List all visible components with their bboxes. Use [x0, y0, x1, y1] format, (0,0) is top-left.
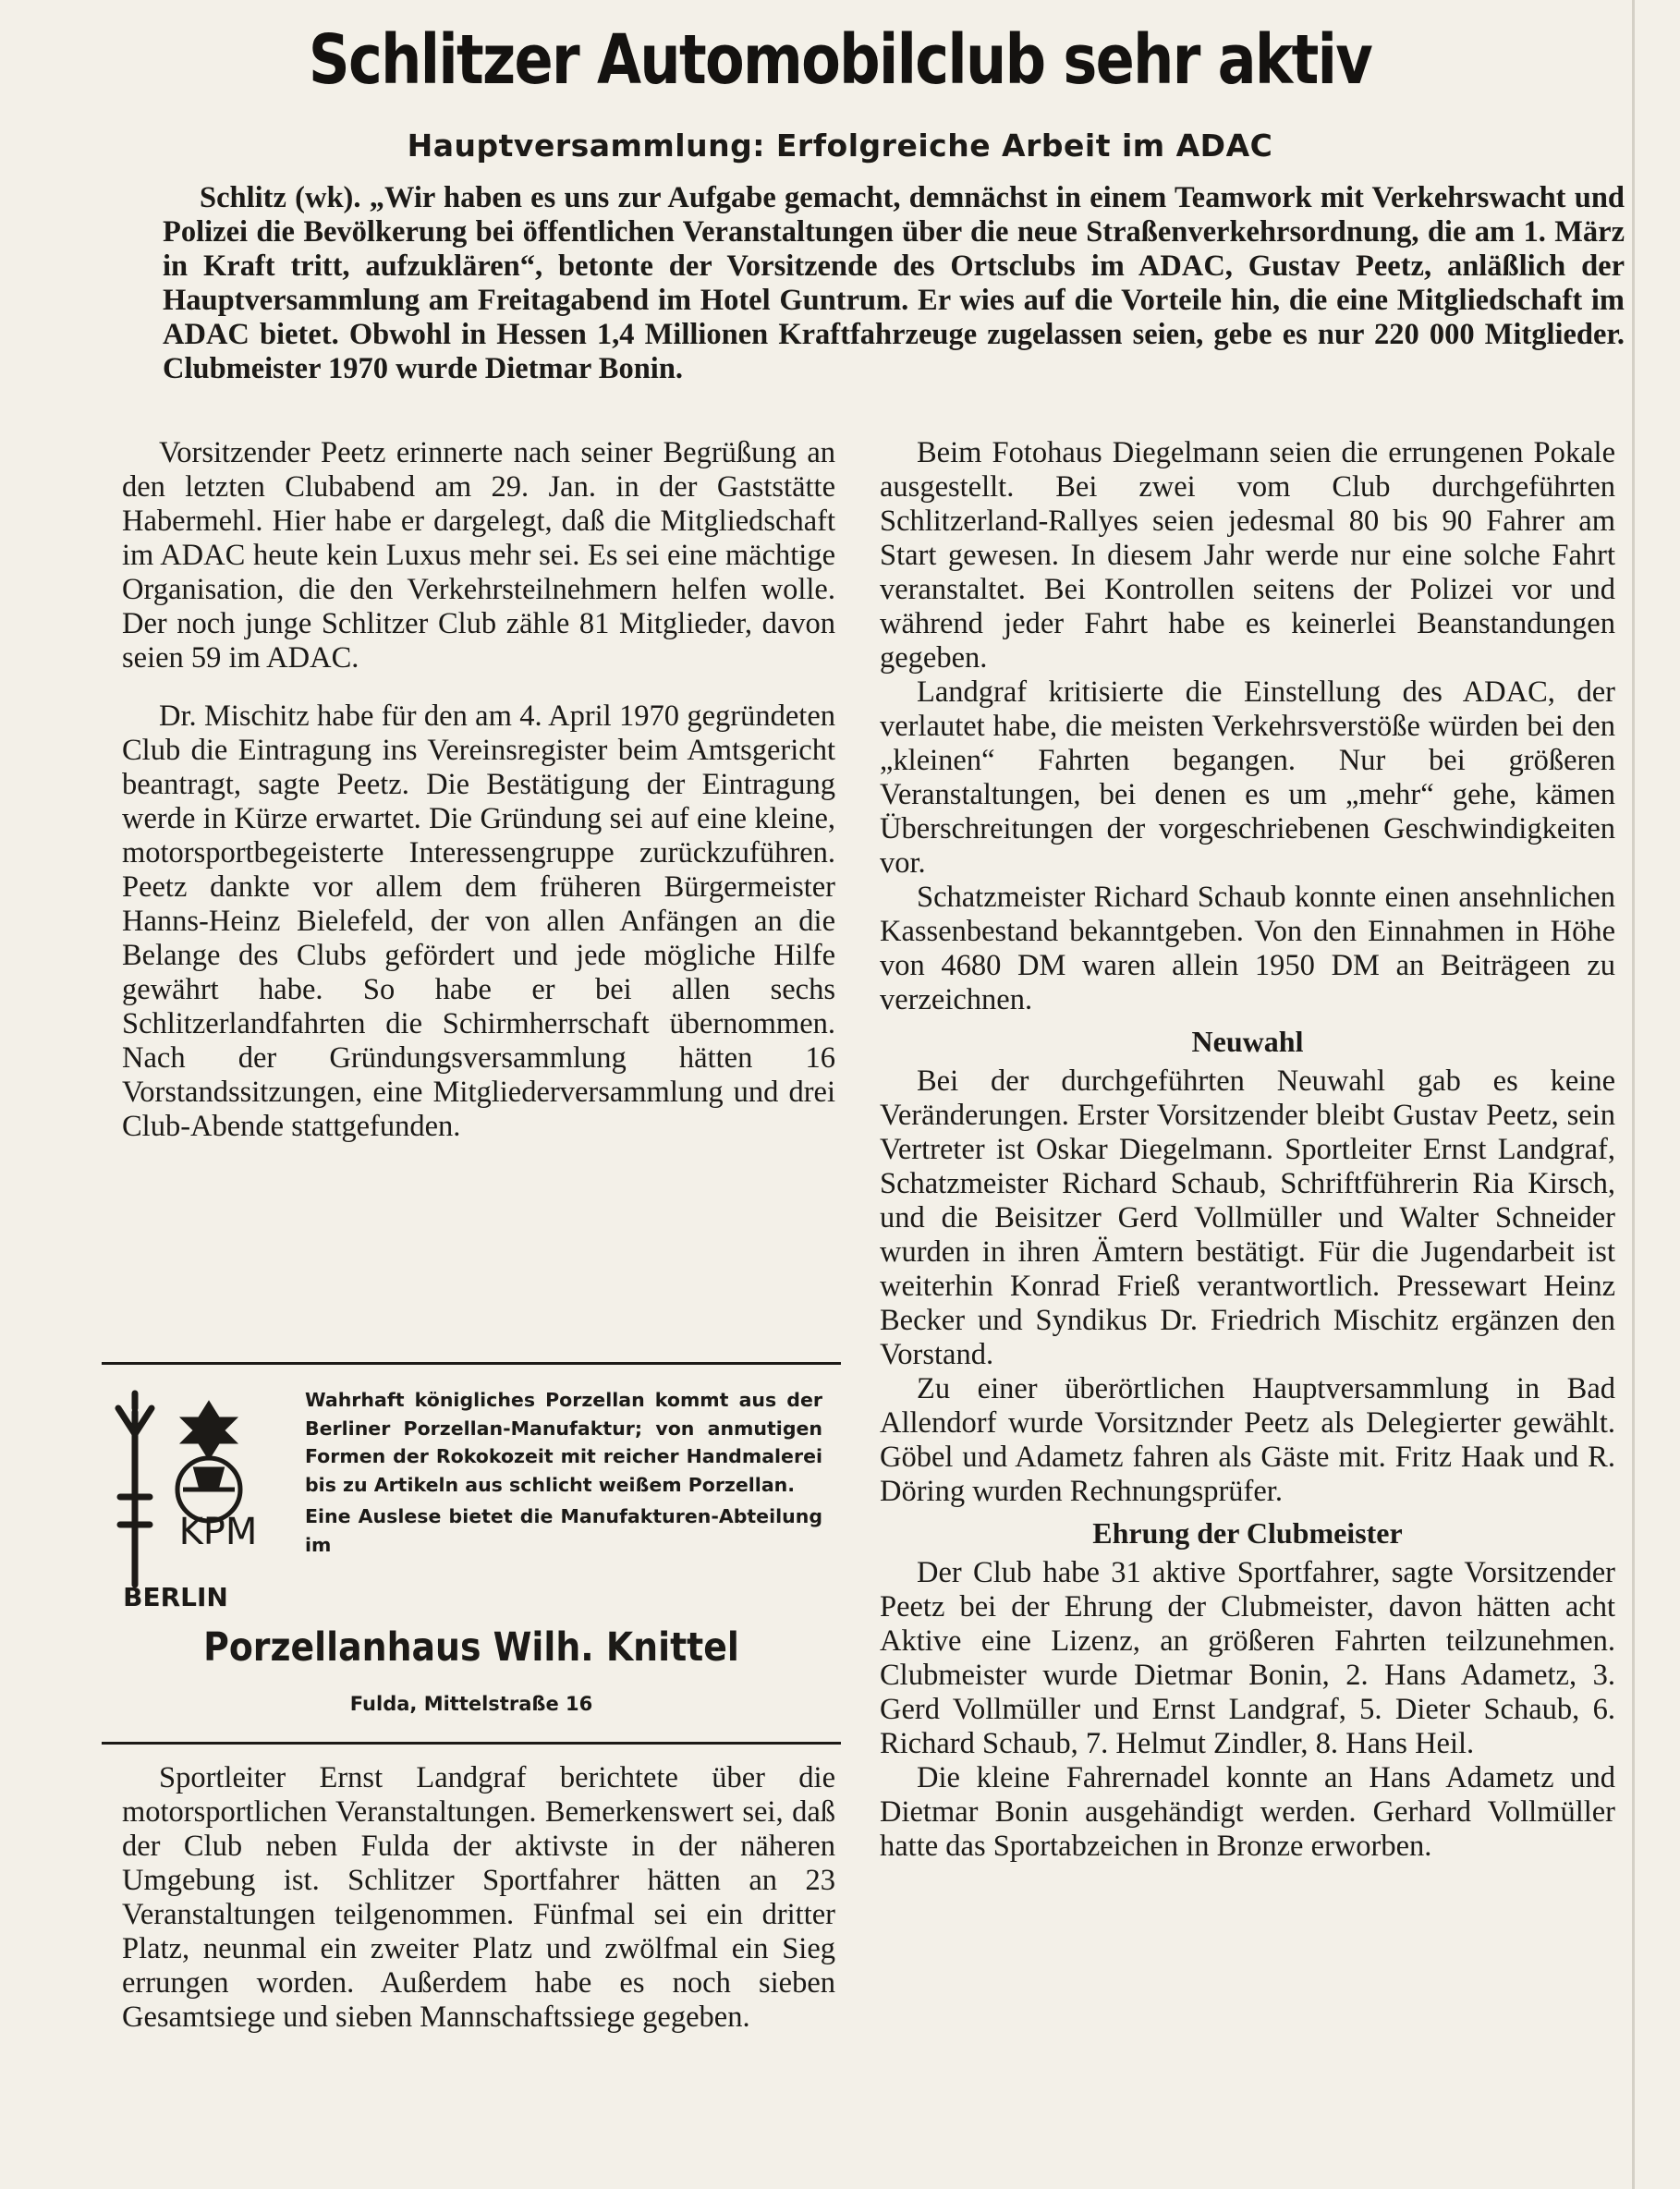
paragraph: Der Club habe 31 aktive Sportfahrer, sagte Vorsitzender Peetz bei der Ehrung der Clubmeister, davon hätten acht Aktive eine Lizenz, an größeren Fahrten teilzunehmen. Clubmeister wurde Dietmar Bonin, 2. Hans Adametz, 3. Gerd Vollmüller und Ernst Landgraf, 5. Dieter Schaub, 6. Richard Schaub, 7. Helmut Zindler, 8. Hans Heil.: [880, 1556, 1615, 1760]
article-lead: Schlitz (wk). „Wir haben es uns zur Aufgabe gemacht, demnächst in einem Teamwork mit Verkehrswacht und Polizei die Bevölkerung bei öffentlichen Veranstaltungen über die neue Straßenverkehrsordnung, die am 1. März in Kraft tritt, aufzuklären“, betonte der Vorsitzende des Ortsclubs im ADAC, Gustav Peetz, anläßlich der Hauptversammlung am Freitagabend im Hotel Guntrum. Er wies auf die Vorteile hin, die eine Mitgliedschaft im ADAC bietet. Obwohl in Hessen 1,4 Millionen Kraftfahrzeuge zugelassen seien, gebe es nur 220 000 Mitglieder. Clubmeister 1970 wurde Dietmar Bonin.: [163, 181, 1625, 385]
paragraph: Zu einer überörtlichen Hauptversammlung in Bad Allendorf wurde Vorsitznder Peetz als Delegierter gewählt. Göbel und Adametz fahren als Gäste mit. Fritz Haak und R. Döring wurden Rechnungsprüfer.: [880, 1372, 1615, 1508]
article-subheadline: Hauptversammlung: Erfolgreiche Arbeit im ADAC: [407, 128, 1273, 164]
section-heading-ehrung: Ehrung der Clubmeister: [1092, 1516, 1403, 1550]
paragraph: Beim Fotohaus Diegelmann seien die errungenen Pokale ausgestellt. Bei zwei vom Club durchgeführten Schlitzerland-Rallyes seien jedesmal 80 bis 90 Fahrer am Start gewesen. In diesem Jahr werde nur eine solche Fahrt veranstaltet. Bei Kontrollen seitens der Polizei vor und während jeder Fahrt habe es keinerlei Beanstandungen gegeben.: [880, 436, 1615, 675]
paragraph: Dr. Mischitz habe für den am 4. April 1970 gegründeten Club die Eintragung ins Vereinsregister beim Amtsgericht beantragt, sagte Peetz. Die Bestätigung der Eintragung werde in Kürze erwartet. Die Gründung sei auf eine kleine, motorsportbegeisterte Interessengruppe zurückzuführen. Peetz dankte vor allem dem früheren Bürgermeister Hanns-Heinz Bielefeld, der von allen Anfängen an die Belange des Clubs gefördert und jede mögliche Hilfe gewährt habe. So habe er bei allen sechs Schlitzerlandfahrten die Schirmherrschaft übernommen. Nach der Gründungsversammlung hätten 16 Vorstandssitzungen, eine Mitgliederversammlung und drei Club-Abende stattgefunden.: [122, 699, 835, 1143]
left-column-bottom: [122, 1761, 835, 2035]
paragraph: Schatzmeister Richard Schaub konnte einen ansehnlichen Kassenbestand bekanntgeben. Von den Einnahmen in Höhe von 4680 DM waren allein 1950 DM an Beiträgeen zu verzeichnen.: [880, 881, 1615, 1016]
left-column-top: [122, 436, 835, 1144]
ad-store-address: Fulda, Mittelstraße 16: [349, 1693, 593, 1715]
paragraph: Bei der durchgeführten Neuwahl gab es keine Veränderungen. Erster Vorsitzender bleibt Gustav Peetz, sein Vertreter ist Oskar Diegelmann. Sportleiter Ernst Landgraf, Schatzmeister Richard Schaub, Schriftführerin Ria Kirsch, und die Beisitzer Gerd Vollmüller und Walter Schneider wurden in ihren Ämtern bestätigt. Für die Jugendarbeit ist weiterhin Konrad Frieß verantwortlich. Pressewart Heinz Becker und Syndikus Dr. Friedrich Mischitz ergänzen den Vorstand.: [880, 1064, 1615, 1371]
page-fold-line: [1632, 0, 1635, 2189]
paragraph: Die kleine Fahrernadel konnte an Hans Adametz und Dietmar Bonin ausgehändigt werden. Gerhard Vollmüller hatte das Sportabzeichen in Bronze erworben.: [880, 1761, 1615, 1863]
article-headline: Schlitzer Automobilclub sehr aktiv: [308, 20, 1372, 100]
ad-bottom-rule: [102, 1742, 841, 1745]
paragraph: Sportleiter Ernst Landgraf berichtete über die motorsportlichen Veranstaltungen. Bemerkenswert sei, daß der Club neben Fulda der aktivste in der näheren Umgebung ist. Schlitzer Sportfahrer hätten an 23 Veranstaltungen teilgenommen. Fünfmal sei ein dritter Platz, neunmal ein zweiter Platz und zwölfmal ein Sieg errungen worden. Außerdem habe es noch sieben Gesamtsiege und sieben Mannschaftssiege gegeben.: [122, 1761, 835, 2034]
ad-body: [305, 1386, 822, 1559]
kpm-logo-city: BERLIN: [123, 1582, 228, 1612]
ad-store-name: Porzellanhaus Wilh. Knittel: [203, 1624, 739, 1671]
ad-paragraph: Eine Auslese bietet die Manufakturen-Abteilung im: [305, 1505, 822, 1556]
paragraph: Vorsitzender Peetz erinnerte nach seiner Begrüßung an den letzten Clubabend am 29. Jan. in der Gaststätte Habermehl. Hier habe er dargelegt, daß die Mitgliedschaft im ADAC heute kein Luxus mehr sei. Es sei eine mächtige Organisation, die den Verkehrsteilnehmern helfen wolle. Der noch junge Schlitzer Club zähle 81 Mitglieder, davon seien 59 im ADAC.: [122, 436, 835, 675]
kpm-logo-mark: KPM: [178, 1511, 258, 1553]
right-column: [880, 436, 1615, 1864]
paragraph: Landgraf kritisierte die Einstellung des ADAC, der verlautet habe, die meisten Verkehrsverstöße würden bei den „kleinen“ Fahrten begangen. Nur bei größeren Veranstaltungen, bei denen es um „mehr“ gehe, kämen Überschreitungen der vorgeschriebenen Geschwindigkeiten vor.: [880, 675, 1615, 880]
ad-top-rule: [102, 1362, 841, 1365]
kpm-logo-icon: [107, 1386, 292, 1599]
section-heading-neuwahl: Neuwahl: [1191, 1025, 1304, 1058]
ad-paragraph: Wahrhaft königliches Porzellan kommt aus der Berliner Porzellan-Manufaktur; von anmutigen Formen der Rokokozeit mit reicher Handmalerei bis zu Artikeln aus schlicht weißem Porzellan.: [305, 1389, 822, 1496]
